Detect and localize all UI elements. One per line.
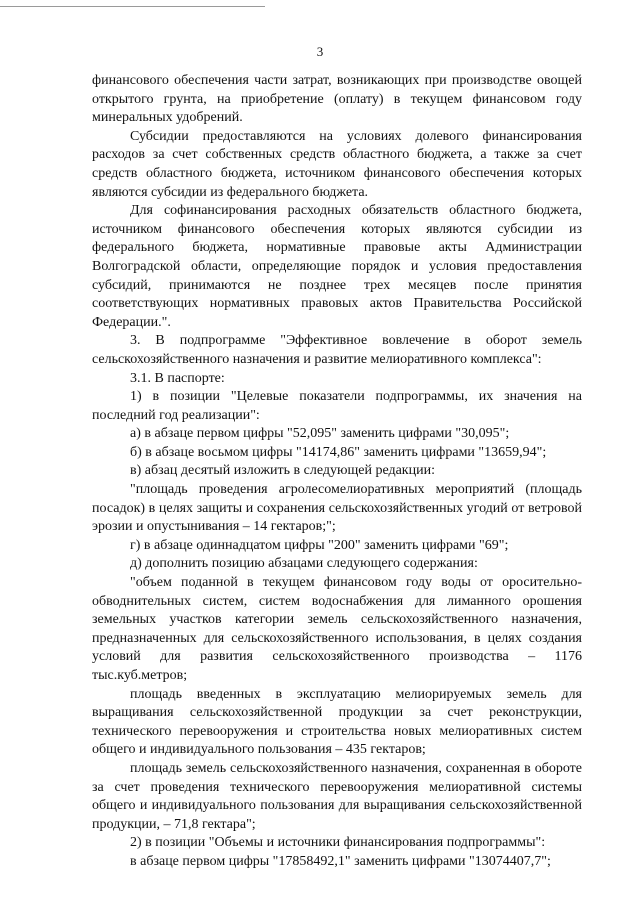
paragraph: финансового обеспечения части затрат, возникающих при производстве овощей открытого грунта, на приобретение (оплату) в текущем финансовом году минеральных удобрений. [92,73,582,126]
paragraph: "объем поданной в текущем финансовом году воды от оросительно-обводнительных систем, систем водоснабжения для лиманного орошения земельных участков категории земель сельскохозяйственного назначения, предназначенных для сельскохозяйственного использования, в целях создания условий для развития сельскохозяйственного производства – 1176 тыс.куб.метров; [92,575,582,683]
paragraph: 3.1. В паспорте: [130,370,225,386]
paragraph: "площадь проведения агролесомелиоративных мероприятий (площадь посадок) в целях защиты и сохранения сельскохозяйственных угодий от ветровой эрозии и опустынивания – 14 гектаров;"; [92,482,582,535]
page-number: 3 [316,44,324,59]
paragraph: в) абзац десятый изложить в следующей редакции: [130,463,435,479]
scan-edge-line [0,6,265,7]
paragraph: площадь введенных в эксплуатацию мелиорируемых земель для выращивания сельскохозяйственной продукции за счет реконструкции, технического перевооружения и строительства новых мелиоративных систем общего и индивидуального пользования – 435 гектаров; [92,686,582,758]
paragraph: б) в абзаце восьмом цифры "14174,86" заменить цифрами "13659,94"; [130,444,547,460]
paragraph: 1) в позиции "Целевые показатели подпрограммы, их значения на последний год реализации": [92,389,582,423]
paragraph: а) в абзаце первом цифры "52,095" заменить цифрами "30,095"; [130,426,510,442]
paragraph: Субсидии предоставляются на условиях долевого финансирования расходов за счет собственных средств областного бюджета, а также за счет средств областного бюджета, источником финансового обеспечения которых являются субсидии из федерального бюджета. [92,128,582,200]
document-body [92,72,582,872]
paragraph: 3. В подпрограмме "Эффективное вовлечение в оборот земель сельскохозяйственного назначения и развитие мелиоративного комплекса": [92,333,582,367]
paragraph: в абзаце первом цифры "17858492,1" заменить цифрами "13074407,7"; [130,853,551,869]
paragraph: площадь земель сельскохозяйственного назначения, сохраненная в обороте за счет проведения технического перевооружения мелиоративной системы общего и индивидуального пользования для выращивания сельскохозяйственной продукции, – 71,8 гектара"; [92,760,582,832]
paragraph: Для софинансирования расходных обязательств областного бюджета, источником финансового обеспечения которых являются субсидии из федерального бюджета, нормативные правовые акты Администрации Волгоградской области, определяющие порядок и условия предоставления субсидий, принимаются не позднее трех месяцев после принятия соответствующих нормативных правовых актов Правительства Российской Федерации.". [92,203,582,330]
paragraph: 2) в позиции "Объемы и источники финансирования подпрограммы": [130,835,546,851]
paragraph: г) в абзаце одиннадцатом цифры "200" заменить цифрами "69"; [130,537,509,553]
paragraph: д) дополнить позицию абзацами следующего содержания: [130,556,478,572]
